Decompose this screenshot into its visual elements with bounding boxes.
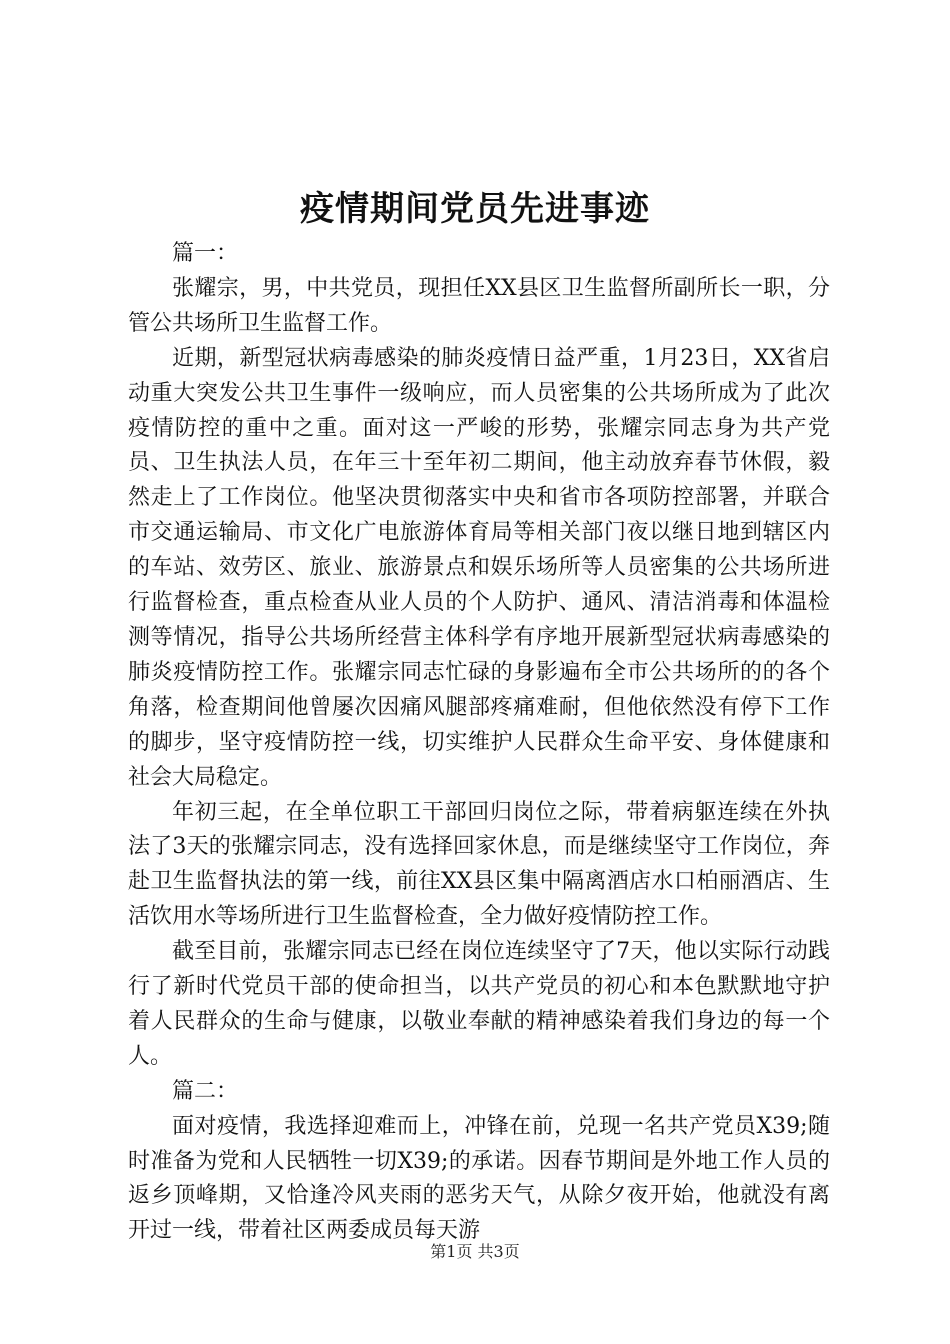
- body-paragraph: 张耀宗，男，中共党员，现担任XX县区卫生监督所副所长一职，分管公共场所卫生监督工作。: [128, 275, 830, 336]
- body-paragraph: 截至目前，张耀宗同志已经在岗位连续坚守了7天，他以实际行动践行了新时代党员干部的使命担当，以共产党员的初心和本色默默地守护着人民群众的生命与健康，以敬业奉献的精神感染着我们身边的每一个人。: [128, 939, 830, 1069]
- body-paragraph: 年初三起，在全单位职工干部回归岗位之际，带着病躯连续在外执法了3天的张耀宗同志，没有选择回家休息，而是继续坚守工作岗位，奔赴卫生监督执法的第一线，前往XX县区集中隔离酒店水口柏丽酒店、生活饮用水等场所进行卫生监督检查，全力做好疫情防控工作。: [128, 799, 830, 930]
- section-heading: 篇二：: [172, 1078, 239, 1104]
- document-body: [128, 237, 830, 1249]
- body-paragraph: 面对疫情，我选择迎难而上，冲锋在前，兑现一名共产党员X39;随时准备为党和人民牺牲一切X39;的承诺。因春节期间是外地工作人员的返乡顶峰期，又恰逢冷风夹雨的恶劣天气，从除夕夜开始，他就没有离开过一线，带着社区两委成员每天游: [128, 1113, 830, 1244]
- section-heading: 篇一：: [172, 241, 239, 266]
- document-title: 疫情期间党员先进事迹: [300, 189, 650, 229]
- page-footer: 第1页 共3页: [430, 1242, 520, 1261]
- body-paragraph: 近期，新型冠状病毒感染的肺炎疫情日益严重，1月23日，XX省启动重大突发公共卫生事件一级响应，而人员密集的公共场所成为了此次疫情防控的重中之重。面对这一严峻的形势，张耀宗同志身为共产党员、卫生执法人员，在年三十至年初二期间，他主动放弃春节休假，毅然走上了工作岗位。他坚决贯彻落实中央和省市各项防控部署，并联合市交通运输局、市文化广电旅游体育局等相关部门夜以继日地到辖区内的车站、效劳区、旅业、旅游景点和娱乐场所等人员密集的公共场所进行监督检查，重点检查从业人员的个人防护、通风、清洁消毒和体温检测等情况，指导公共场所经营主体科学有序地开展新型冠状病毒感染的肺炎疫情防控工作。张耀宗同志忙碌的身影遍布全市公共场所的的各个角落，检查期间他曾屡次因痛风腿部疼痛难耐，但他依然没有停下工作的脚步，坚守疫情防控一线，切实维护人民群众生命平安、身体健康和社会大局稳定。: [128, 345, 830, 790]
